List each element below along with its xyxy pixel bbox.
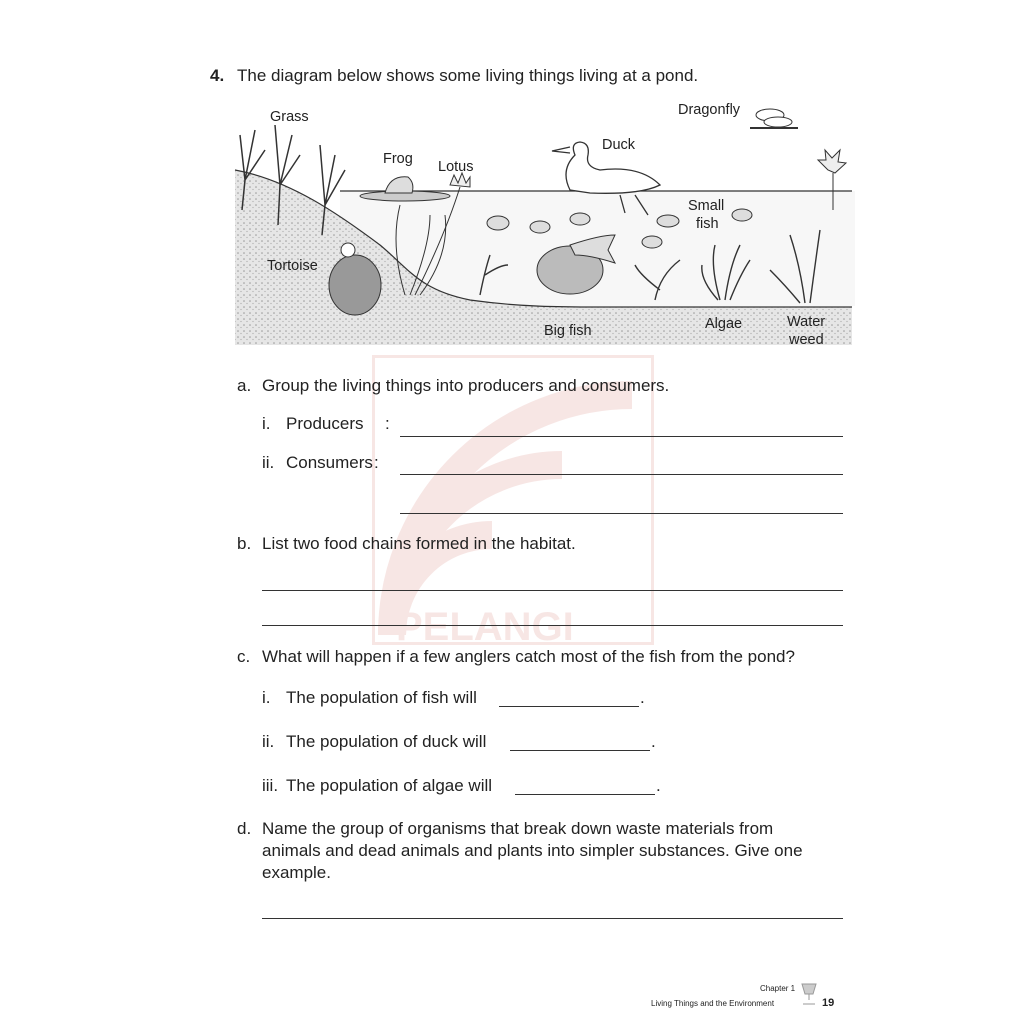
part-a-ii-num: ii. (262, 453, 275, 472)
footer-trophy-icon (798, 982, 820, 1008)
footer-chapter-title: Living Things and the Environment (651, 999, 775, 1008)
label-frog: Frog (383, 151, 413, 167)
label-duck: Duck (602, 137, 636, 153)
part-c-i-end: . (640, 688, 645, 707)
consumers-answer-line-2[interactable] (400, 513, 843, 514)
fish-population-blank[interactable] (499, 706, 639, 707)
part-c-ii-num: ii. (262, 732, 275, 751)
label-dragonfly: Dragonfly (678, 102, 741, 118)
part-c-i-num: i. (262, 688, 271, 707)
label-water-weed-2: weed (789, 332, 824, 348)
label-algae: Algae (705, 316, 743, 332)
food-chain-answer-line-1[interactable] (262, 590, 843, 591)
label-small-fish-2: fish (696, 216, 719, 232)
duck-population-blank[interactable] (510, 750, 650, 751)
label-big-fish: Big fish (544, 323, 592, 339)
label-tortoise: Tortoise (267, 258, 318, 274)
algae-population-blank[interactable] (515, 794, 655, 795)
part-d-line-2: animals and dead animals and plants into simpler substances. Give one (262, 841, 803, 860)
part-a-text: Group the living things into producers and consumers. (262, 376, 670, 395)
question-intro: The diagram below shows some living things living at a pond. (237, 66, 699, 85)
label-water-weed: Water (787, 314, 826, 330)
label-lotus: Lotus (438, 159, 474, 175)
consumers-answer-line[interactable] (400, 474, 843, 475)
part-c-text: What will happen if a few anglers catch most of the fish from the pond? (262, 647, 795, 666)
part-c-ii-end: . (651, 732, 656, 751)
producers-colon: : (385, 414, 390, 433)
part-d-line-3: example. (262, 863, 331, 882)
part-d-line-1: Name the group of organisms that break down waste materials from (262, 819, 774, 838)
part-d-letter: d. (237, 819, 252, 838)
part-c-i-text: The population of fish will (286, 688, 477, 707)
frog-icon (385, 177, 413, 193)
part-a-i-num: i. (262, 414, 271, 433)
consumers-colon: : (374, 453, 379, 472)
pond-diagram (230, 95, 855, 357)
consumers-label: Consumers (286, 453, 373, 472)
label-grass: Grass (270, 109, 309, 125)
label-small-fish: Small (688, 198, 725, 214)
footer-chapter: Chapter 1 (760, 984, 796, 993)
watermark-text: PELANGI (396, 605, 574, 649)
part-c-letter: c. (237, 647, 251, 666)
producers-label: Producers (286, 414, 364, 433)
part-b-text: List two food chains formed in the habitat. (262, 534, 576, 553)
question-number: 4. (210, 66, 225, 85)
producers-answer-line[interactable] (400, 436, 843, 437)
part-c-iii-num: iii. (262, 776, 279, 795)
decomposer-answer-line[interactable] (262, 918, 843, 919)
flower-icon (818, 150, 846, 173)
food-chain-answer-line-2[interactable] (262, 625, 843, 626)
part-b-letter: b. (237, 534, 252, 553)
part-a-letter: a. (237, 376, 252, 395)
part-c-ii-text: The population of duck will (286, 732, 487, 751)
dragonfly-icon (750, 109, 798, 128)
part-c-iii-text: The population of algae will (286, 776, 493, 795)
page-number: 19 (822, 997, 835, 1009)
publisher-watermark (372, 355, 654, 649)
part-c-iii-end: . (656, 776, 661, 795)
